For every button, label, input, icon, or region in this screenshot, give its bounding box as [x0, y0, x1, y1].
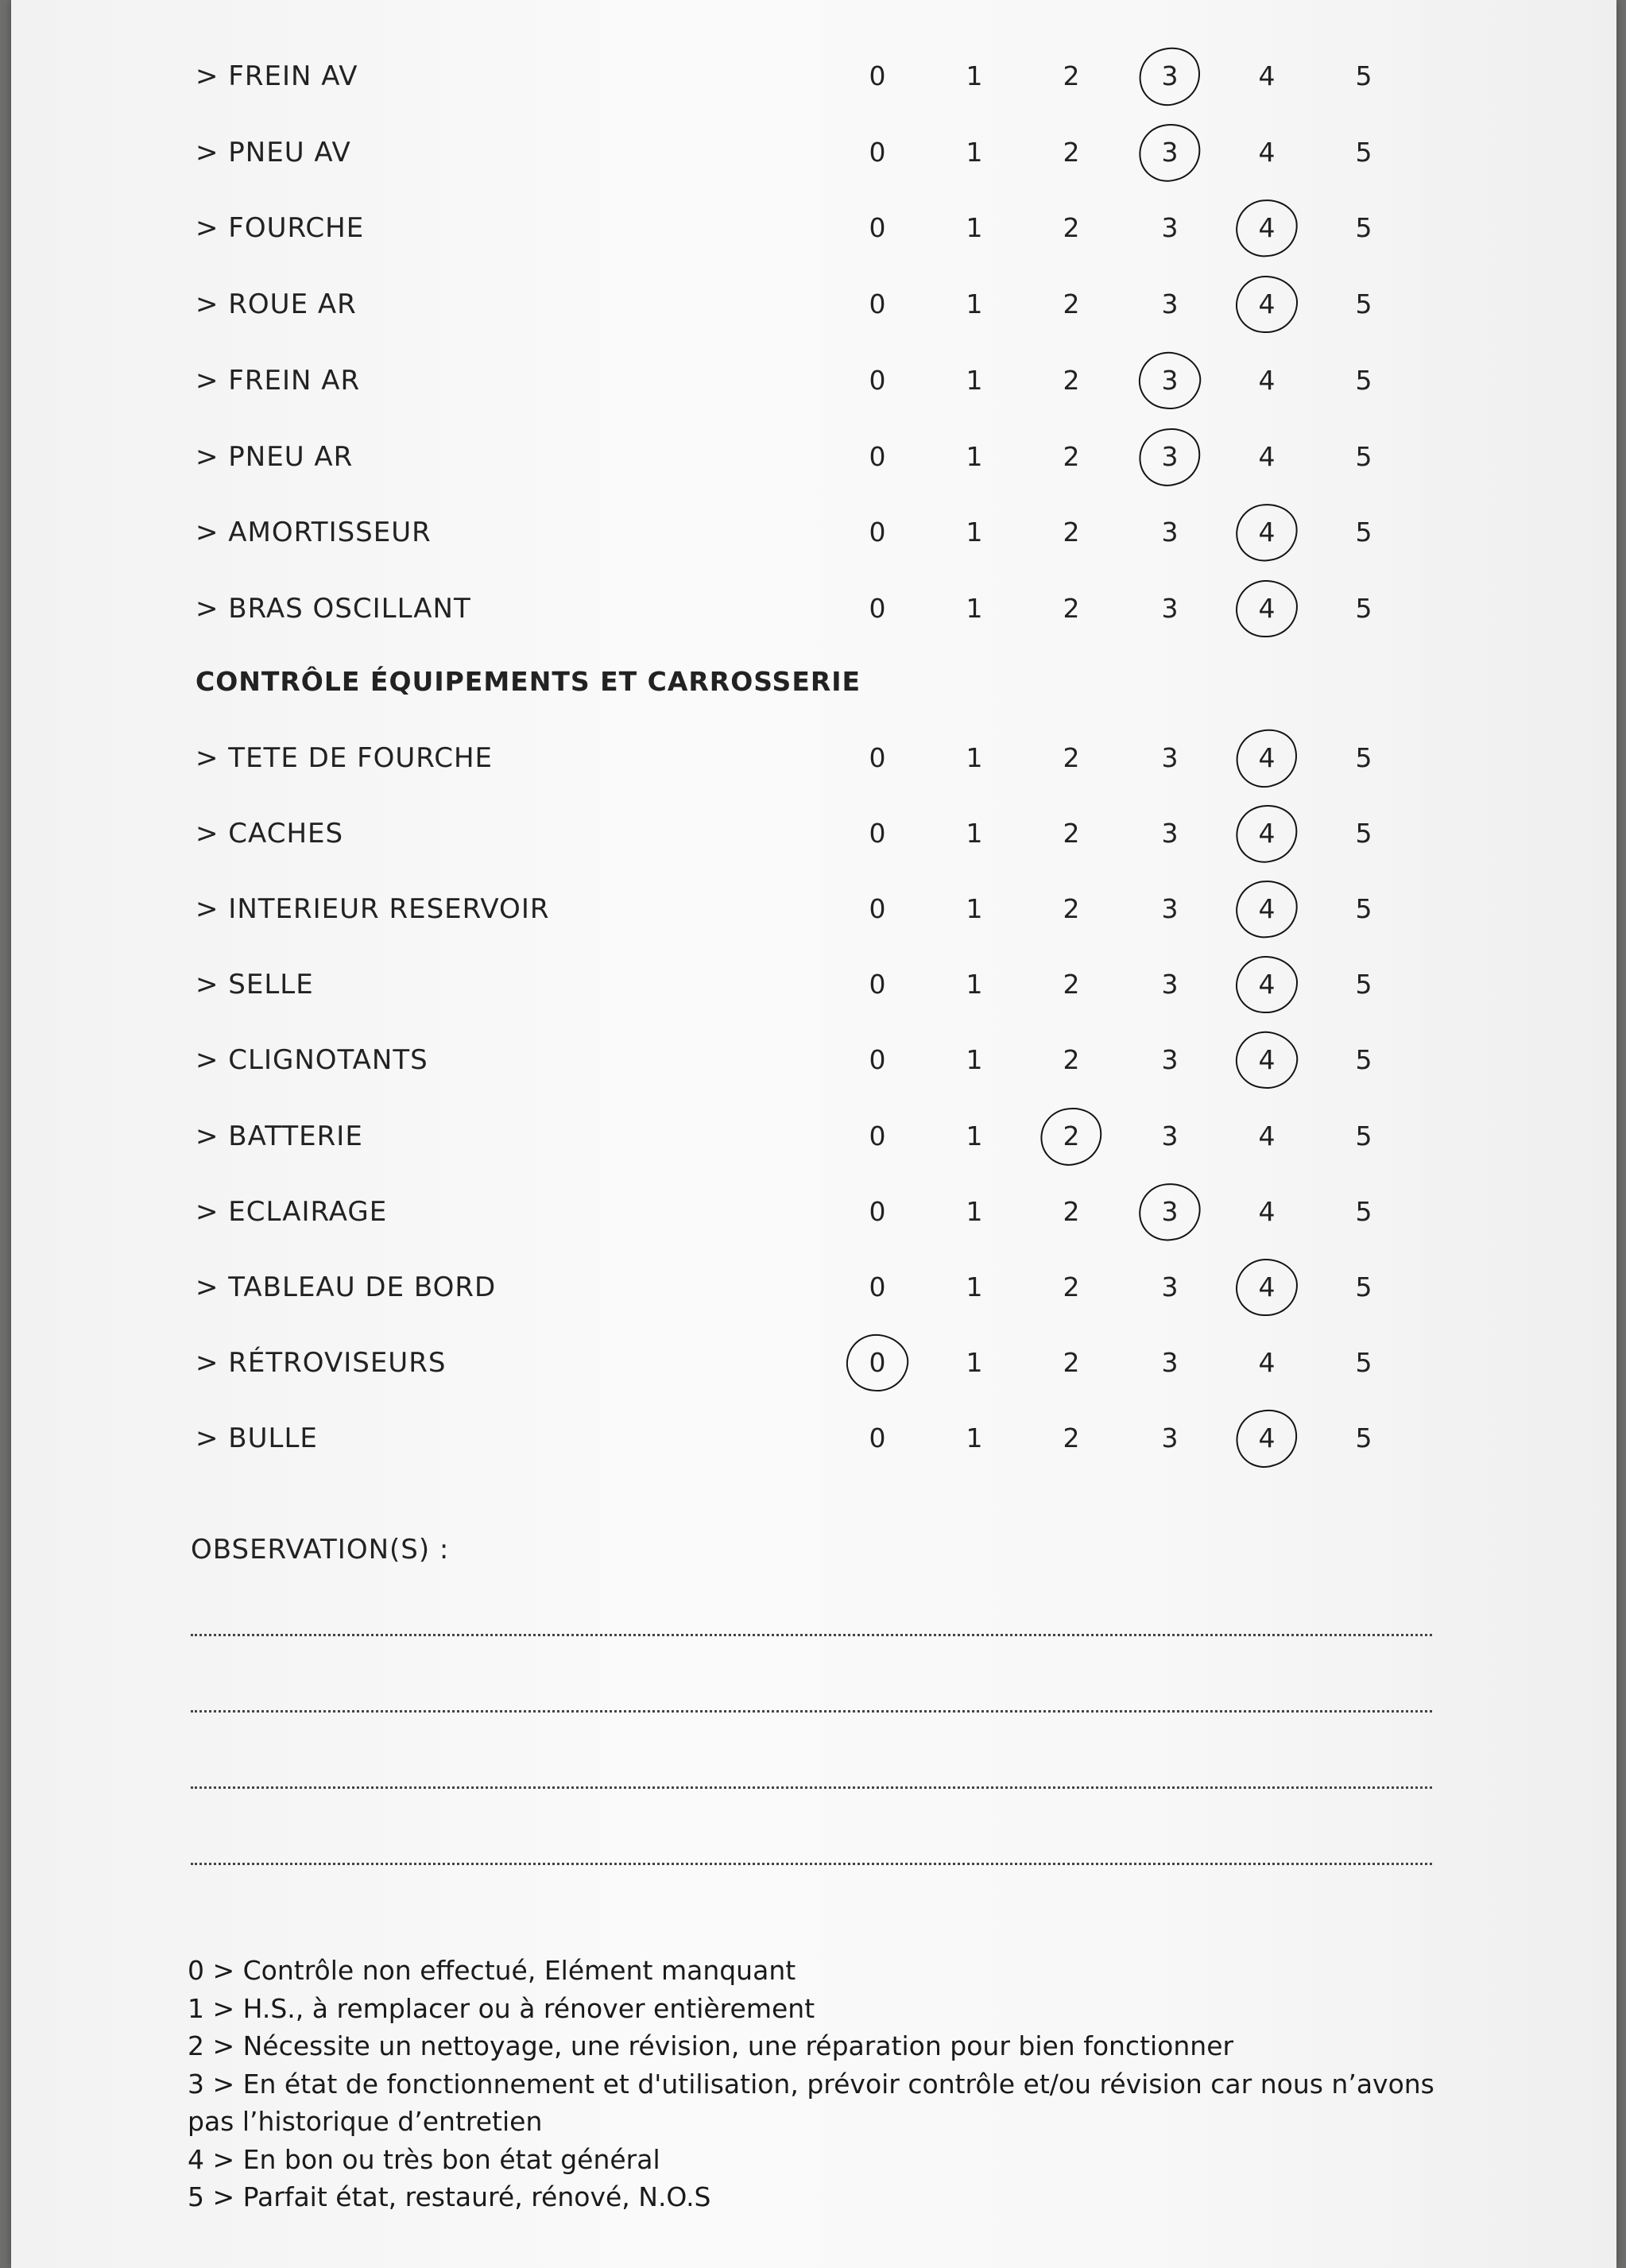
- score-option-5: [1330, 281, 1397, 328]
- score-value: 2: [1063, 440, 1080, 472]
- item-label: > CACHES: [196, 818, 344, 850]
- legend-line: 2 > Nécessite un nettoyage, une révision, une réparation pour bien fonctionner: [188, 2030, 1234, 2061]
- score-option-1: [941, 129, 1008, 176]
- score-value: 3: [1161, 288, 1179, 320]
- score-value: 3: [1161, 364, 1179, 396]
- legend-line: 1 > H.S., à remplacer ou à rénover entièrement: [188, 1992, 815, 2024]
- score-value: 4: [1258, 1044, 1276, 1076]
- score-value: 1: [966, 517, 983, 548]
- item-label: > BATTERIE: [196, 1120, 363, 1152]
- score-option-5: [1330, 52, 1397, 100]
- score-value: 5: [1355, 742, 1372, 773]
- score-value: 2: [1063, 818, 1080, 850]
- score-value: 2: [1063, 1346, 1080, 1378]
- checklist-row: [11, 585, 1616, 633]
- score-option-4: [1233, 1113, 1300, 1160]
- score-option-4: [1233, 1036, 1300, 1084]
- score-option-1: [941, 1264, 1008, 1311]
- score-option-4: [1233, 885, 1300, 933]
- score-value: 5: [1355, 364, 1372, 396]
- score-option-2: [1038, 357, 1105, 404]
- score-value: 5: [1355, 1044, 1372, 1076]
- score-value: 0: [869, 1044, 886, 1076]
- score-value: 0: [869, 969, 886, 1000]
- score-value: 1: [966, 288, 983, 320]
- item-label: > AMORTISSEUR: [196, 517, 432, 549]
- score-value: 5: [1355, 592, 1372, 624]
- score-option-3: [1136, 1188, 1203, 1236]
- item-label: > CLIGNOTANTS: [196, 1044, 428, 1077]
- score-value: 0: [869, 60, 886, 91]
- score-value: 2: [1063, 893, 1080, 925]
- legend-line: 5 > Parfait état, restauré, rénové, N.O.S: [188, 2181, 711, 2212]
- item-label: > PNEU AR: [196, 440, 354, 473]
- score-value: 1: [966, 969, 983, 1000]
- item-label: > FREIN AR: [196, 364, 361, 397]
- inspection-sheet: [11, 0, 1616, 2268]
- score-option-1: [941, 1339, 1008, 1387]
- score-value: 5: [1355, 1422, 1372, 1453]
- score-option-5: [1330, 1264, 1397, 1311]
- item-label: > TETE DE FOURCHE: [196, 742, 493, 774]
- score-option-1: [941, 1036, 1008, 1084]
- score-option-0: [844, 509, 911, 556]
- score-value: 5: [1355, 517, 1372, 548]
- score-value: 2: [1063, 969, 1080, 1000]
- score-option-5: [1330, 433, 1397, 481]
- score-option-4: [1233, 585, 1300, 633]
- score-value: 0: [869, 440, 886, 472]
- score-value: 2: [1063, 1044, 1080, 1076]
- score-option-3: [1136, 961, 1203, 1008]
- rating-legend: [188, 1952, 1459, 2216]
- score-option-0: [844, 129, 911, 176]
- score-value: 1: [966, 1271, 983, 1302]
- score-option-5: [1330, 1188, 1397, 1236]
- score-value: 0: [869, 288, 886, 320]
- score-option-4: [1233, 1415, 1300, 1462]
- score-value: 5: [1355, 893, 1372, 925]
- score-option-5: [1330, 810, 1397, 857]
- score-option-4: [1233, 1264, 1300, 1311]
- score-value: 1: [966, 440, 983, 472]
- score-value: 1: [966, 1120, 983, 1151]
- score-value: 4: [1258, 742, 1276, 773]
- score-option-4: [1233, 281, 1300, 328]
- score-option-5: [1330, 509, 1397, 556]
- score-option-1: [941, 204, 1008, 252]
- score-value: 5: [1355, 969, 1372, 1000]
- score-option-1: [941, 509, 1008, 556]
- checklist-row: [11, 961, 1616, 1008]
- score-value: 3: [1161, 1271, 1179, 1302]
- score-value: 2: [1063, 136, 1080, 168]
- score-value: 1: [966, 1195, 983, 1227]
- score-option-3: [1136, 509, 1203, 556]
- score-option-1: [941, 52, 1008, 100]
- score-value: 4: [1258, 1195, 1276, 1227]
- score-option-1: [941, 1188, 1008, 1236]
- score-value: 5: [1355, 1346, 1372, 1378]
- score-option-4: [1233, 204, 1300, 252]
- score-value: 2: [1063, 1195, 1080, 1227]
- score-value: 5: [1355, 288, 1372, 320]
- score-value: 2: [1063, 60, 1080, 91]
- score-option-5: [1330, 585, 1397, 633]
- score-value: 3: [1161, 212, 1179, 244]
- score-option-1: [941, 357, 1008, 404]
- item-label: > PNEU AV: [196, 136, 351, 168]
- checklist-row: [11, 204, 1616, 252]
- score-option-0: [844, 1188, 911, 1236]
- score-value: 0: [869, 1120, 886, 1151]
- score-option-4: [1233, 810, 1300, 857]
- score-value: 3: [1161, 517, 1179, 548]
- score-option-3: [1136, 1036, 1203, 1084]
- score-option-4: [1233, 129, 1300, 176]
- score-value: 4: [1258, 60, 1276, 91]
- score-value: 4: [1258, 592, 1276, 624]
- score-option-0: [844, 1415, 911, 1462]
- item-label: > RÉTROVISEURS: [196, 1346, 447, 1379]
- checklist-row: [11, 281, 1616, 328]
- score-option-3: [1136, 1415, 1203, 1462]
- score-value: 3: [1161, 136, 1179, 168]
- section-title: CONTRÔLE ÉQUIPEMENTS ET CARROSSERIE: [196, 666, 861, 697]
- score-option-1: [941, 1415, 1008, 1462]
- score-option-0: [844, 885, 911, 933]
- legend-line: 4 > En bon ou très bon état général: [188, 2143, 660, 2175]
- item-label: > ECLAIRAGE: [196, 1195, 388, 1228]
- observation-line[interactable]: [191, 1634, 1432, 1636]
- item-label: > FOURCHE: [196, 212, 365, 245]
- score-value: 4: [1258, 1422, 1276, 1453]
- score-value: 5: [1355, 1271, 1372, 1302]
- observation-line[interactable]: [191, 1710, 1432, 1713]
- score-value: 4: [1258, 136, 1276, 168]
- score-value: 4: [1258, 893, 1276, 925]
- score-option-2: [1038, 1339, 1105, 1387]
- score-option-5: [1330, 734, 1397, 782]
- score-option-4: [1233, 509, 1300, 556]
- legend-line: 3 > En état de fonctionnement et d'utilisation, prévoir contrôle et/ou révision car nous n’avons pas l’historique d’entretien: [188, 2068, 1434, 2137]
- score-value: 3: [1161, 1120, 1179, 1151]
- score-value: 4: [1258, 364, 1276, 396]
- score-option-1: [941, 734, 1008, 782]
- score-option-3: [1136, 204, 1203, 252]
- score-option-5: [1330, 1036, 1397, 1084]
- score-value: 4: [1258, 288, 1276, 320]
- checklist-row: [11, 810, 1616, 857]
- score-option-5: [1330, 961, 1397, 1008]
- item-label: > BULLE: [196, 1422, 318, 1454]
- score-value: 0: [869, 1195, 886, 1227]
- score-value: 3: [1161, 1195, 1179, 1227]
- score-option-1: [941, 961, 1008, 1008]
- score-value: 5: [1355, 136, 1372, 168]
- observation-line[interactable]: [191, 1786, 1432, 1789]
- score-value: 4: [1258, 517, 1276, 548]
- score-option-0: [844, 1113, 911, 1160]
- score-option-3: [1136, 357, 1203, 404]
- score-value: 3: [1161, 592, 1179, 624]
- score-option-3: [1136, 281, 1203, 328]
- score-value: 1: [966, 742, 983, 773]
- item-label: > TABLEAU DE BORD: [196, 1271, 497, 1303]
- score-value: 4: [1258, 212, 1276, 244]
- score-value: 1: [966, 1044, 983, 1076]
- score-value: 1: [966, 1346, 983, 1378]
- score-value: 3: [1161, 440, 1179, 472]
- checklist-row: [11, 357, 1616, 404]
- checklist-row: [11, 734, 1616, 782]
- score-value: 4: [1258, 1120, 1276, 1151]
- score-option-0: [844, 810, 911, 857]
- score-value: 3: [1161, 969, 1179, 1000]
- score-value: 3: [1161, 1422, 1179, 1453]
- score-option-5: [1330, 357, 1397, 404]
- observations-title: OBSERVATION(S) :: [191, 1534, 450, 1566]
- item-label: > ROUE AR: [196, 288, 357, 321]
- score-value: 2: [1063, 212, 1080, 244]
- score-option-2: [1038, 129, 1105, 176]
- score-value: 3: [1161, 1044, 1179, 1076]
- checklist-row: [11, 1264, 1616, 1311]
- score-value: 1: [966, 364, 983, 396]
- score-option-2: [1038, 281, 1105, 328]
- score-option-2: [1038, 885, 1105, 933]
- score-option-0: [844, 1036, 911, 1084]
- score-value: 3: [1161, 742, 1179, 773]
- checklist-row: [11, 885, 1616, 933]
- score-option-2: [1038, 1415, 1105, 1462]
- score-value: 0: [869, 517, 886, 548]
- score-option-4: [1233, 433, 1300, 481]
- legend-line: 0 > Contrôle non effectué, Elément manquant: [188, 1955, 796, 1986]
- score-value: 1: [966, 592, 983, 624]
- score-value: 2: [1063, 742, 1080, 773]
- score-value: 2: [1063, 364, 1080, 396]
- score-value: 0: [869, 1422, 886, 1453]
- score-option-3: [1136, 1339, 1203, 1387]
- score-value: 4: [1258, 818, 1276, 850]
- score-option-4: [1233, 357, 1300, 404]
- score-value: 2: [1063, 1120, 1080, 1151]
- score-option-2: [1038, 509, 1105, 556]
- score-option-1: [941, 585, 1008, 633]
- score-value: 0: [869, 136, 886, 168]
- score-option-0: [844, 1264, 911, 1311]
- checklist-row: [11, 1188, 1616, 1236]
- score-option-2: [1038, 961, 1105, 1008]
- score-value: 4: [1258, 1346, 1276, 1378]
- score-option-1: [941, 885, 1008, 933]
- score-value: 1: [966, 893, 983, 925]
- score-value: 0: [869, 742, 886, 773]
- score-option-0: [844, 585, 911, 633]
- score-value: 2: [1063, 288, 1080, 320]
- checklist-row: [11, 129, 1616, 176]
- score-option-0: [844, 281, 911, 328]
- score-value: 1: [966, 60, 983, 91]
- item-label: > BRAS OSCILLANT: [196, 592, 471, 625]
- score-value: 0: [869, 893, 886, 925]
- score-option-3: [1136, 585, 1203, 633]
- score-value: 1: [966, 212, 983, 244]
- score-value: 1: [966, 136, 983, 168]
- score-option-2: [1038, 585, 1105, 633]
- checklist-row: [11, 1036, 1616, 1084]
- score-value: 2: [1063, 1422, 1080, 1453]
- score-value: 5: [1355, 1195, 1372, 1227]
- score-option-2: [1038, 810, 1105, 857]
- score-value: 2: [1063, 592, 1080, 624]
- score-option-2: [1038, 1188, 1105, 1236]
- score-option-0: [844, 734, 911, 782]
- score-option-5: [1330, 1339, 1397, 1387]
- score-value: 2: [1063, 1271, 1080, 1302]
- score-option-4: [1233, 52, 1300, 100]
- score-value: 0: [869, 1271, 886, 1302]
- observation-line[interactable]: [191, 1863, 1432, 1865]
- checklist-row: [11, 52, 1616, 100]
- score-value: 0: [869, 364, 886, 396]
- score-option-2: [1038, 1036, 1105, 1084]
- score-option-0: [844, 204, 911, 252]
- score-value: 0: [869, 818, 886, 850]
- score-option-5: [1330, 1113, 1397, 1160]
- score-value: 5: [1355, 60, 1372, 91]
- score-option-3: [1136, 734, 1203, 782]
- item-label: > SELLE: [196, 969, 314, 1001]
- score-option-4: [1233, 961, 1300, 1008]
- score-option-4: [1233, 734, 1300, 782]
- score-value: 3: [1161, 893, 1179, 925]
- checklist-row: [11, 1113, 1616, 1160]
- score-option-3: [1136, 1113, 1203, 1160]
- score-option-2: [1038, 433, 1105, 481]
- score-option-3: [1136, 129, 1203, 176]
- score-option-2: [1038, 204, 1105, 252]
- score-option-5: [1330, 129, 1397, 176]
- score-value: 0: [869, 592, 886, 624]
- checklist-row: [11, 433, 1616, 481]
- score-value: 3: [1161, 1346, 1179, 1378]
- item-label: > FREIN AV: [196, 60, 358, 92]
- score-option-0: [844, 1339, 911, 1387]
- score-option-1: [941, 810, 1008, 857]
- score-value: 2: [1063, 517, 1080, 548]
- score-option-2: [1038, 1264, 1105, 1311]
- score-value: 0: [869, 212, 886, 244]
- score-option-4: [1233, 1188, 1300, 1236]
- score-value: 4: [1258, 969, 1276, 1000]
- score-option-3: [1136, 52, 1203, 100]
- item-label: > INTERIEUR RESERVOIR: [196, 893, 550, 926]
- score-option-5: [1330, 1415, 1397, 1462]
- score-option-2: [1038, 1113, 1105, 1160]
- score-value: 3: [1161, 818, 1179, 850]
- score-option-3: [1136, 1264, 1203, 1311]
- score-option-1: [941, 433, 1008, 481]
- score-option-3: [1136, 810, 1203, 857]
- score-option-2: [1038, 734, 1105, 782]
- score-option-4: [1233, 1339, 1300, 1387]
- score-option-1: [941, 1113, 1008, 1160]
- checklist-row: [11, 1339, 1616, 1387]
- score-option-1: [941, 281, 1008, 328]
- score-value: 5: [1355, 440, 1372, 472]
- checklist-row: [11, 509, 1616, 556]
- score-value: 3: [1161, 60, 1179, 91]
- score-option-3: [1136, 885, 1203, 933]
- score-value: 5: [1355, 212, 1372, 244]
- score-option-2: [1038, 52, 1105, 100]
- score-value: 4: [1258, 440, 1276, 472]
- score-option-0: [844, 961, 911, 1008]
- score-option-5: [1330, 204, 1397, 252]
- score-option-5: [1330, 885, 1397, 933]
- score-option-0: [844, 52, 911, 100]
- score-value: 5: [1355, 1120, 1372, 1151]
- score-option-3: [1136, 433, 1203, 481]
- score-option-0: [844, 357, 911, 404]
- checklist-row: [11, 1415, 1616, 1462]
- score-value: 4: [1258, 1271, 1276, 1302]
- score-option-0: [844, 433, 911, 481]
- score-value: 1: [966, 1422, 983, 1453]
- score-value: 0: [869, 1346, 886, 1378]
- score-value: 1: [966, 818, 983, 850]
- score-value: 5: [1355, 818, 1372, 850]
